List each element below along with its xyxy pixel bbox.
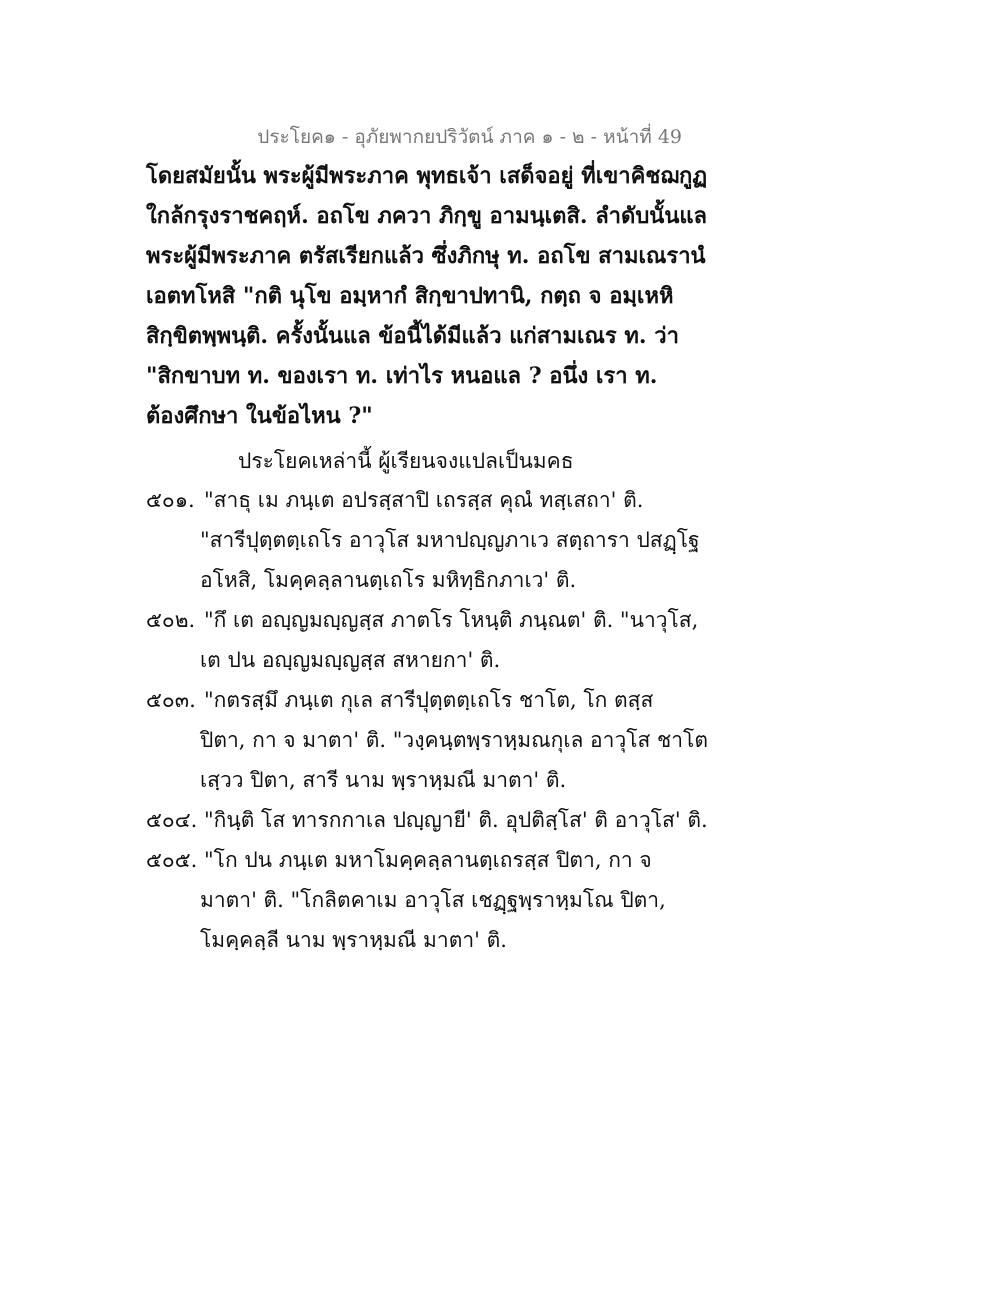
passage-line: ใกล้กรุงราชคฤห์. อถโข ภควา ภิกฺขู อามนฺเตสิ. ลำดับนั้นแล xyxy=(146,203,708,229)
passage-line: โดยสมัยนั้น พระผู้มีพระภาค พุทธเจ้า เสด็จอยู่ ที่เขาคิชฌกูฏ xyxy=(146,163,708,189)
exercise-item xyxy=(146,800,866,840)
item-text: มาตา' ติ. "โกลิตคาเม อาวุโส เชฏฺฐพฺราหฺมโณ ปิตา, xyxy=(200,888,666,912)
item-number: ๕๐๒. xyxy=(146,608,196,632)
passage-line: "สิกขาบท ท. ของเรา ท. เท่าไร หนอแล ? อนึ่ง เรา ท. xyxy=(146,363,658,389)
passage-line: พระผู้มีพระภาค ตรัสเรียกแล้ว ซึ่งภิกษุ ท. อถโข สามเณรานํ xyxy=(146,243,706,269)
passage-line: สิกฺขิตพฺพนฺติ. ครั้งนั้นแล ข้อนี้ได้มีแล้ว แก่สามเณร ท. ว่า xyxy=(146,323,679,349)
item-text: "กึ เต อญฺญมญฺญสฺส ภาตโร โหนฺติ ภนฺณต' ติ. "นาวุโส, xyxy=(204,608,699,632)
item-number: ๕๐๓. xyxy=(146,688,196,712)
item-number: ๕๐๑. xyxy=(146,488,195,512)
item-text: เสฺวว ปิตา, สารี นาม พฺราหฺมณี มาตา' ติ. xyxy=(200,768,567,792)
passage-line: ต้องศึกษา ในข้อไหน ?" xyxy=(146,403,373,429)
item-text: "สารีปุตฺตตฺเถโร อาวุโส มหาปญฺญภาเว สตฺถารา ปสฏฺโฐ xyxy=(200,528,700,552)
bold-passage xyxy=(146,156,846,436)
item-number: ๕๐๔. xyxy=(146,808,198,832)
passage-line: เอตทโหสิ "กติ นุโข อมฺหากํ สิกฺขาปทานิ, กตฺถ จ อมฺเหหิ xyxy=(146,283,674,309)
exercise-item xyxy=(146,840,866,880)
item-text: "โก ปน ภนฺเต มหาโมคฺคลฺลานตฺเถรสฺส ปิตา, กา จ xyxy=(204,848,652,872)
item-text: "กินฺติ โส ทารกกาเล ปญฺญายี' ติ. อุปติสฺโส' ติ อาวุโส' ติ. xyxy=(204,808,708,832)
item-text: "กตรสฺมึ ภนฺเต กุเล สารีปุตฺตตฺเถโร ชาโต, โก ตสฺส xyxy=(204,688,654,712)
item-text: "สาธุ เม ภนฺเต อปรสฺสาปิ เถรสฺส คุณํ ทสฺเสถา' ติ. xyxy=(204,488,644,512)
item-text: โมคฺคลฺลี นาม พฺราหฺมณี มาตา' ติ. xyxy=(200,928,507,952)
item-text: อโหสิ, โมคฺคลฺลานตฺเถโร มหิทฺธิกภาเว' ติ. xyxy=(200,568,577,592)
item-number: ๕๐๕. xyxy=(146,848,198,872)
exercise-instruction: ประโยคเหล่านี้ ผู้เรียนจงแปลเป็นมคธ xyxy=(238,449,574,473)
item-text: เต ปน อญฺญมญฺญสฺส สหายกา' ติ. xyxy=(200,648,501,672)
exercise-item xyxy=(146,680,866,720)
item-text: ปิตา, กา จ มาตา' ติ. "วงฺคนฺตพฺราหฺมณกุเล อาวุโส ชาโต xyxy=(200,728,708,752)
exercise-item xyxy=(146,480,866,520)
page-header: ประโยค๑ - อุภัยพากยปริวัตน์ ภาค ๑ - ๒ - หน้าที่ 49 xyxy=(257,126,682,148)
exercise-list xyxy=(146,480,866,960)
exercise-item xyxy=(146,600,866,640)
